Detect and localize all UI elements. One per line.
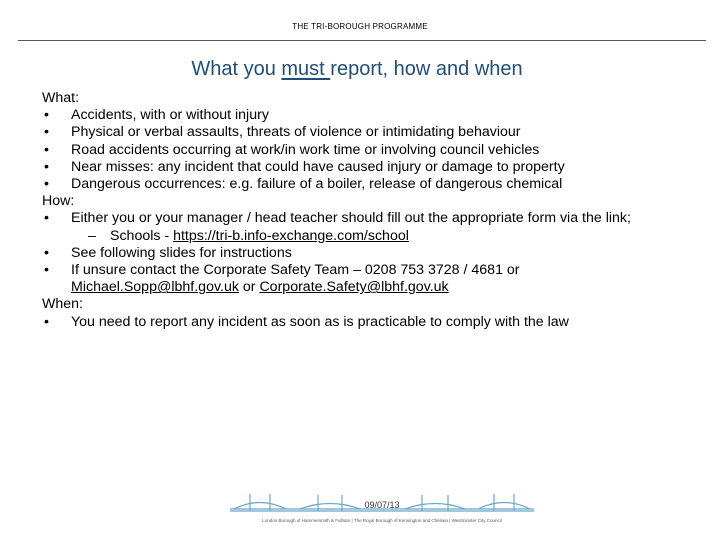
footer (230, 490, 534, 530)
or-text: or (238, 279, 260, 296)
list-item: • Near misses: any incident that could have caused injury or damage to property (44, 158, 565, 175)
bullet-icon: • (44, 107, 49, 124)
title-emphasis: must (281, 58, 331, 80)
bullet-icon: • (44, 210, 49, 227)
list-item (42, 262, 682, 296)
bullet-icon: • (44, 244, 49, 261)
footer-councils: London Borough of Hammersmith & Fulham | The Royal Borough of Kensington and Chelsea | Westminster City Council (262, 518, 502, 523)
header-title: THE TRI-BOROUGH PROGRAMME (292, 22, 428, 31)
schools-form-link[interactable]: https://tri-b.info-exchange.com/school (173, 227, 409, 244)
bullet-icon: • (44, 313, 49, 330)
list-item: • See following slides for instructions (44, 244, 292, 261)
what-label: What: (42, 90, 80, 106)
how-label: How: (42, 193, 75, 210)
when-label: When: (42, 296, 84, 313)
list-item: • Either you or your manager / head teacher should fill out the appropriate form via the link; (44, 210, 631, 227)
title-prefix: What you (191, 58, 282, 80)
list-item: • Physical or verbal assaults, threats of violence or intimidating behaviour (44, 124, 521, 141)
dash-icon: – (88, 227, 96, 244)
bullet-icon: • (44, 176, 49, 193)
list-item: • Road accidents occurring at work/in work time or involving council vehicles (44, 141, 540, 158)
bullet-icon: • (44, 141, 49, 158)
bullet-icon: • (44, 124, 49, 141)
list-item: • Accidents, with or without injury (44, 107, 269, 124)
contact-text: If unsure contact the Corporate Safety Team – 0208 753 3728 / 4681 or (71, 262, 520, 279)
sub-item-prefix: Schools - (110, 227, 174, 244)
email-link-corporate-safety[interactable]: Corporate.Safety@lbhf.gov.uk (259, 279, 449, 296)
slide-body (42, 90, 682, 331)
footer-date: 09/07/13 (364, 500, 400, 510)
header-divider (18, 40, 706, 41)
list-item: • You need to report any incident as soon as is practicable to comply with the law (44, 313, 569, 330)
title-suffix: report, how and when (330, 58, 523, 80)
list-item: • Dangerous occurrences: e.g. failure of a boiler, release of dangerous chemical (44, 176, 563, 193)
email-link-michael-sopp[interactable]: Michael.Sopp@lbhf.gov.uk (71, 279, 239, 296)
bullet-icon: • (44, 158, 49, 175)
bullet-icon: • (44, 262, 49, 279)
slide-title (0, 58, 714, 81)
sub-list-item (42, 228, 682, 245)
